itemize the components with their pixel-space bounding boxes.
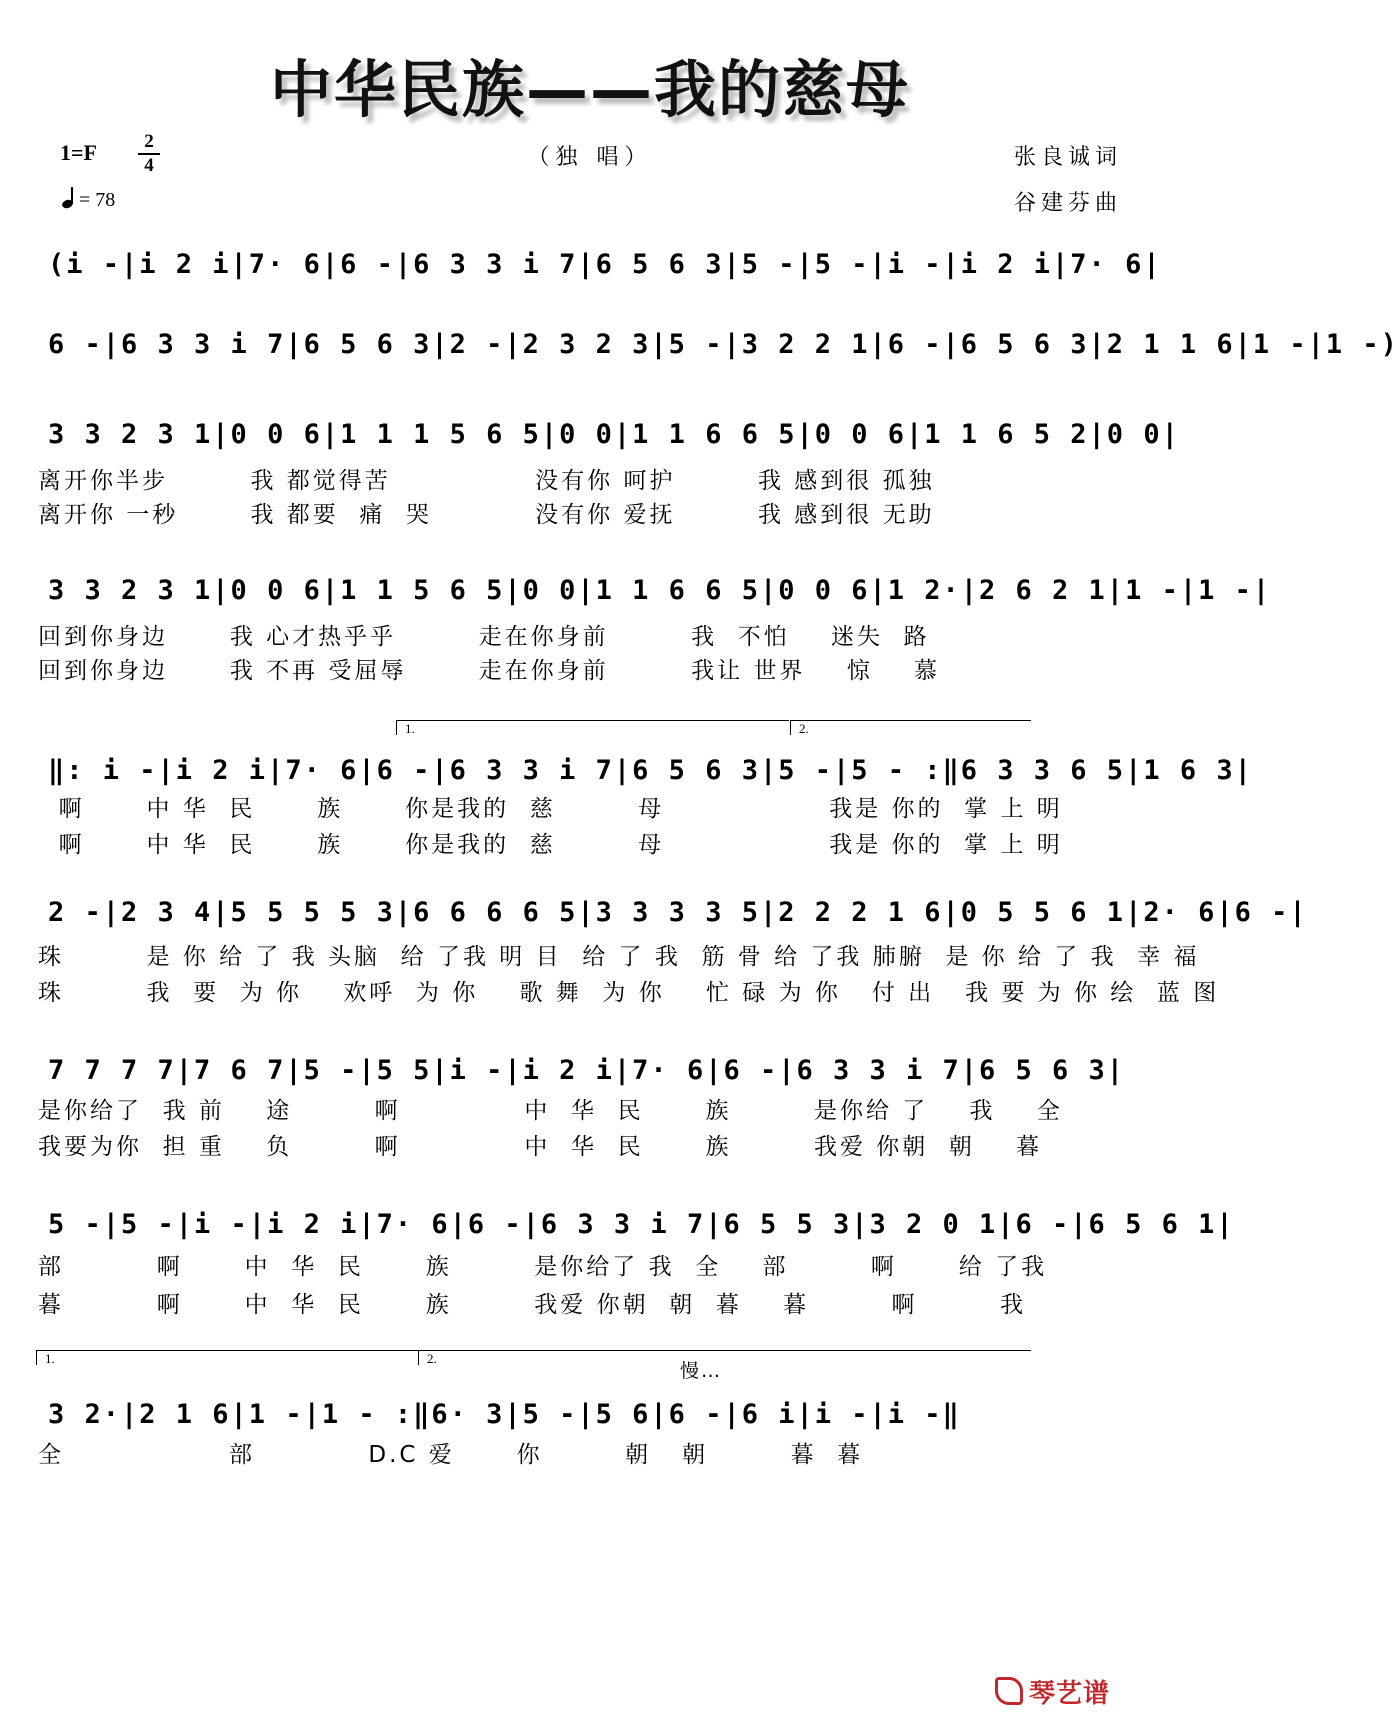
key-signature: 1=F <box>60 140 97 165</box>
score-row-1 <box>38 240 1162 286</box>
score-row-6 <box>38 888 1308 934</box>
notation-line: 6 -|6 3 3 i 7|6 5 6 3|2 -|2 3 2 3|5 -|3 2 2 1|6 -|6 5 6 3|2 1 1 6|1 -|1 -) <box>48 329 1399 360</box>
tempo-marking <box>62 188 115 212</box>
tempo-value: = 78 <box>79 189 116 211</box>
score-row-3 <box>38 410 1180 456</box>
lyric-line: 啊 中 华 民 族 你是我的 慈 母 我是 你的 掌 上 明 <box>38 832 1063 858</box>
lyric-line: 离开你半步 我 都觉得苦 没有你 呵护 我 感到很 孤独 <box>38 468 935 494</box>
notation-line: 3 3 2 3 1|0 0 6|1 1 5 6 5|0 0|1 1 6 6 5|0 0 6|1 2·|2 6 2 1|1 -|1 -| <box>48 575 1272 606</box>
score-row-2 <box>38 320 1399 366</box>
score-row-8 <box>38 1200 1235 1246</box>
quarter-note-icon <box>62 188 74 208</box>
notation-line: (i -|i 2 i|7· 6|6 -|6 3 3 i 7|6 5 6 3|5 -|5 -|i -|i 2 i|7· 6| <box>48 249 1162 280</box>
lyric-line: 回到你身边 我 不再 受屈辱 走在你身前 我让 世界 惊 慕 <box>38 658 940 684</box>
lyric-line: 回到你身边 我 心才热乎乎 走在你身前 我 不怕 迷失 路 <box>38 624 930 650</box>
logo-icon <box>995 1677 1023 1705</box>
time-numerator: 2 <box>144 131 154 152</box>
volta-2-bracket-end: 2. <box>418 1350 1031 1365</box>
lyric-line: 珠 是 你 给 了 我 头脑 给 了我 明 目 给 了 我 筋 骨 给 了我 肺腑 是 你 给 了 我 幸 福 <box>38 944 1200 970</box>
score-row-4 <box>38 566 1272 612</box>
lyric-line: 啊 中 华 民 族 你是我的 慈 母 我是 你的 掌 上 明 <box>38 796 1063 822</box>
logo-text: 琴艺谱 <box>1028 1679 1110 1709</box>
composer-credit: 谷建芬曲 <box>1013 191 1122 216</box>
subtitle: （独 唱） <box>527 145 653 170</box>
notation-line: 7 7 7 7|7 6 7|5 -|5 5|i -|i 2 i|7· 6|6 -|6 3 3 i 7|6 5 6 3| <box>48 1055 1126 1086</box>
notation-line: 3 3 2 3 1|0 0 6|1 1 1 5 6 5|0 0|1 1 6 6 5|0 0 6|1 1 6 5 2|0 0| <box>48 419 1180 450</box>
slow-marking: 慢… <box>680 1360 723 1382</box>
lyric-line: 是你给了 我 前 途 啊 中 华 民 族 是你给 了 我 全 <box>38 1098 1063 1124</box>
lyric-line: 暮 啊 中 华 民 族 我爱 你朝 朝 暮 暮 啊 我 <box>38 1292 1027 1318</box>
volta-2-bracket: 2. <box>790 720 1031 735</box>
volta-1-bracket: 1. <box>396 720 789 735</box>
volta-1-bracket-end: 1. <box>36 1350 419 1365</box>
notation-line: 2 -|2 3 4|5 5 5 5 3|6 6 6 6 5|3 3 3 3 5|2 2 2 1 6|0 5 5 6 1|2· 6|6 -| <box>48 897 1308 928</box>
notation-line: 5 -|5 -|i -|i 2 i|7· 6|6 -|6 3 3 i 7|6 5 5 3|3 2 0 1|6 -|6 5 6 1| <box>48 1209 1235 1240</box>
notation-line: 3 2·|2 1 6|1 -|1 - :‖6· 3|5 -|5 6|6 -|6 i|i -|i -‖ <box>48 1399 961 1430</box>
publisher-logo <box>995 1673 1110 1710</box>
lyric-line: 离开你 一秒 我 都要 痛 哭 没有你 爱抚 我 感到很 无助 <box>38 502 935 528</box>
score-row-5 <box>38 746 1253 792</box>
lyric-line: 珠 我 要 为 你 欢呼 为 你 歌 舞 为 你 忙 碌 为 你 付 出 我 要 为 你 绘 蓝 图 <box>38 980 1220 1006</box>
notation-line: ‖: i -|i 2 i|7· 6|6 -|6 3 3 i 7|6 5 6 3|5 -|5 - :‖6 3 3 6 5|1 6 3| <box>48 755 1253 786</box>
score-row-7 <box>38 1046 1128 1092</box>
lyricist-credit: 张良诚词 <box>1013 145 1122 170</box>
time-denominator: 4 <box>144 155 154 176</box>
page-title: 中华民族——我的慈母 <box>269 53 910 126</box>
lyric-line: 部 啊 中 华 民 族 是你给了 我 全 部 啊 给 了我 <box>38 1254 1048 1280</box>
score-row-9 <box>38 1390 1128 1436</box>
lyric-line: 我要为你 担 重 负 啊 中 华 民 族 我爱 你朝 朝 暮 <box>38 1134 1043 1160</box>
lyric-line: 全 部 D.C 爱 你 朝 朝 暮 暮 <box>38 1442 864 1468</box>
